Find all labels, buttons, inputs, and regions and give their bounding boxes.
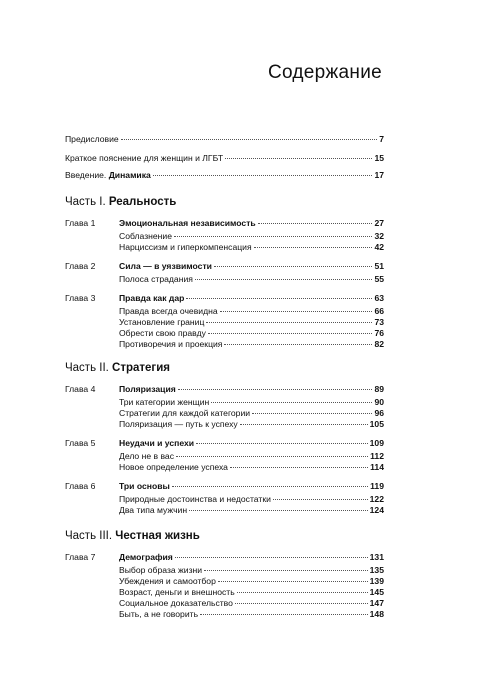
toc-page-number: 89 (374, 384, 384, 394)
toc-page-number: 147 (369, 598, 384, 608)
toc-section[interactable] (119, 494, 384, 505)
toc-page-number: 32 (374, 231, 384, 241)
toc-page-number: 76 (374, 328, 384, 338)
toc-section[interactable] (119, 306, 384, 317)
toc-page-number: 82 (374, 339, 384, 349)
toc-page-number: 139 (369, 576, 384, 586)
chapter-label: Глава 2 (65, 261, 96, 271)
section-title: Установление границ (119, 317, 205, 327)
dot-leader (225, 158, 372, 159)
section-title: Нарциссизм и гиперкомпенсация (119, 242, 252, 252)
dot-leader (254, 247, 373, 248)
intro-prefix: Введение. (65, 170, 109, 180)
toc-page-number: 63 (374, 293, 384, 303)
dot-leader (208, 333, 372, 334)
section-title: Стратегии для каждой категории (119, 408, 251, 418)
toc-chapter-5[interactable] (119, 438, 384, 449)
toc-entry-note[interactable] (65, 153, 384, 164)
toc-entry-title (65, 170, 151, 181)
toc-section[interactable] (119, 339, 384, 350)
section-title: Возраст, деньги и внешность (119, 587, 235, 597)
part-label: Часть II. (65, 362, 113, 374)
part-heading-2[interactable] (65, 362, 170, 374)
toc-chapter-6[interactable] (119, 481, 384, 492)
toc-page-number: 90 (374, 397, 384, 407)
chapter-label: Глава 3 (65, 293, 96, 303)
part-name: Честная жизнь (115, 530, 200, 542)
toc-chapter-4[interactable] (119, 384, 384, 395)
toc-page-number: 112 (370, 451, 384, 461)
dot-leader (186, 298, 372, 299)
toc-entry-introduction[interactable] (65, 170, 384, 181)
section-title: Противоречия и проекция (119, 339, 223, 349)
dot-leader (211, 402, 372, 403)
toc-section[interactable] (119, 587, 384, 598)
chapter-label: Глава 5 (65, 438, 96, 448)
toc-section[interactable] (119, 274, 384, 285)
toc-page-number: 7 (379, 134, 384, 144)
dot-leader (224, 344, 372, 345)
toc-page-number: 66 (374, 306, 384, 316)
toc-chapter-7[interactable] (119, 552, 384, 563)
chapter-label: Глава 6 (65, 481, 96, 491)
intro-title: Динамика (108, 170, 151, 180)
dot-leader (175, 557, 368, 558)
chapter-label: Глава 4 (65, 384, 96, 394)
dot-leader (240, 424, 368, 425)
dot-leader (189, 510, 368, 511)
toc-page-number: 145 (369, 587, 384, 597)
toc-page-number: 119 (370, 481, 384, 491)
dot-leader (204, 570, 368, 571)
section-title: Соблазнение (119, 231, 173, 241)
section-title: Природные достоинства и недостатки (119, 494, 271, 504)
toc-page-number: 124 (369, 505, 384, 515)
toc-page-number: 73 (374, 317, 384, 327)
chapter-title: Три основы (119, 481, 170, 491)
toc-chapter-1[interactable] (119, 218, 384, 229)
section-title: Правда всегда очевидна (119, 306, 218, 316)
section-title: Два типа мужчин (119, 505, 188, 515)
dot-leader (214, 266, 373, 267)
toc-chapter-3[interactable] (119, 293, 384, 304)
part-heading-3[interactable] (65, 530, 200, 542)
section-title: Три категории женщин (119, 397, 210, 407)
part-heading-1[interactable] (65, 196, 176, 208)
toc-section[interactable] (119, 397, 384, 408)
dot-leader (220, 311, 373, 312)
chapter-label: Глава 1 (65, 218, 96, 228)
chapter-title: Поляризация (119, 384, 176, 394)
toc-page-number: 17 (374, 170, 384, 180)
toc-page-number: 27 (374, 218, 384, 228)
part-name: Стратегия (112, 362, 171, 374)
dot-leader (235, 603, 368, 604)
toc-page-number: 148 (369, 609, 384, 619)
dot-leader (195, 279, 373, 280)
chapter-title: Неудачи и успехи (119, 438, 195, 448)
toc-page-number: 55 (374, 274, 384, 284)
toc-section[interactable] (119, 576, 384, 587)
chapter-title: Сила — в уязвимости (119, 261, 212, 271)
toc-section[interactable] (119, 419, 384, 430)
dot-leader (237, 592, 368, 593)
toc-entry-preface[interactable] (65, 134, 384, 145)
toc-entry-title: Предисловие (65, 134, 119, 144)
dot-leader (200, 614, 368, 615)
toc-section[interactable] (119, 451, 384, 462)
toc-section[interactable] (119, 609, 384, 620)
toc-section[interactable] (119, 328, 384, 339)
part-label: Часть III. (65, 530, 116, 542)
section-title: Убеждения и самоотбор (119, 576, 216, 586)
dot-leader (178, 389, 373, 390)
dot-leader (206, 322, 372, 323)
dot-leader (273, 499, 368, 500)
part-label: Часть I. (65, 196, 109, 208)
section-title: Социальное доказательство (119, 598, 233, 608)
toc-page-number: 15 (374, 153, 384, 163)
toc-page-number: 109 (369, 438, 384, 448)
chapter-title: Эмоциональная независимость (119, 218, 256, 228)
section-title: Поляризация — путь к успеху (119, 419, 238, 429)
toc-section[interactable] (119, 231, 384, 242)
toc-page-number: 122 (369, 494, 384, 504)
toc-page-number: 51 (374, 261, 384, 271)
toc-section[interactable] (119, 462, 384, 473)
toc-chapter-2[interactable] (119, 261, 384, 272)
dot-leader (153, 175, 373, 176)
toc-page-number: 114 (370, 462, 384, 472)
dot-leader (121, 139, 378, 140)
toc-page-number: 131 (369, 552, 384, 562)
toc-section[interactable] (119, 317, 384, 328)
section-title: Выбор образа жизни (119, 565, 203, 575)
dot-leader (218, 581, 368, 582)
toc-section[interactable] (119, 505, 384, 516)
chapter-title: Правда как дар (119, 293, 185, 303)
toc-page-number: 96 (374, 408, 384, 418)
chapter-title: Демография (119, 552, 173, 562)
dot-leader (252, 413, 372, 414)
dot-leader (258, 223, 373, 224)
toc-page-number: 105 (369, 419, 384, 429)
toc-entry-title: Краткое пояснение для женщин и ЛГБТ (65, 153, 224, 163)
dot-leader (174, 236, 372, 237)
dot-leader (176, 456, 368, 457)
toc-section[interactable] (119, 242, 384, 253)
toc-section[interactable] (119, 598, 384, 609)
section-title: Обрести свою правду (119, 328, 206, 338)
section-title: Полоса страдания (119, 274, 193, 284)
section-title: Дело не в вас (119, 451, 175, 461)
page-title: Содержание (267, 62, 382, 83)
section-title: Быть, а не говорить (119, 609, 199, 619)
toc-page-number: 42 (374, 242, 384, 252)
toc-section[interactable] (119, 408, 384, 419)
toc-section[interactable] (119, 565, 384, 576)
chapter-label: Глава 7 (65, 552, 96, 562)
part-name: Реальность (108, 196, 177, 208)
dot-leader (196, 443, 368, 444)
dot-leader (230, 467, 368, 468)
dot-leader (172, 486, 368, 487)
toc-page-number: 135 (369, 565, 384, 575)
section-title: Новое определение успеха (119, 462, 228, 472)
